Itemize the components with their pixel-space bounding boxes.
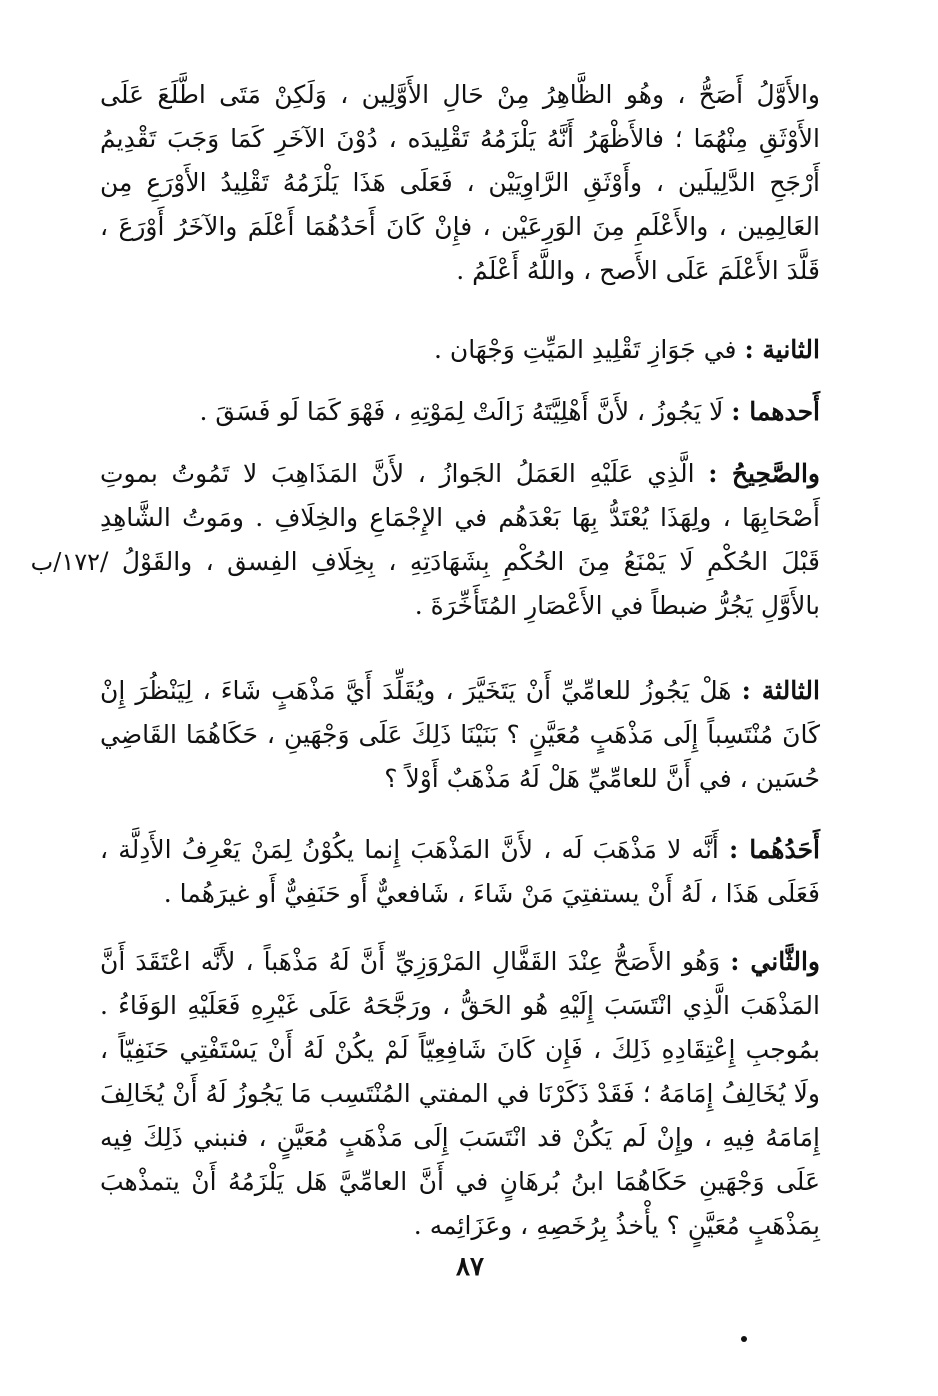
- paragraph-1-text: والأَوَّلُ أَصَحُّ ، وهُو الظَّاهِرُ مِنْ حَالِ الأَوَّلِين ، وَلَكِنْ مَتَى اطَّلَعَ عَلَى الأَوْثَقِ مِنْهُمَا ؛ فالأَظْهَرُ أَنَّهُ يَلْزَمُهُ تَقْلِيدَه ، دُوْنَ الآخَرِ كَمَا وَجَبَ تَقْدِيمُ أَرْجَحِ الدَّلِيلَين ، وأَوْثَقِ الرَّاوِيَيْن ، فَعَلَى هَذَا يَلْزَمُهُ تَقْلِيدُ الأَوْرَعِ مِن العَالِمِين ، والأَعْلَمِ مِنَ الوَرِعَيْن ، فإِنْ كَانَ أَحَدُهُمَا أَعْلَمَ والآخَرُ أَوْرَعَ ، قَلَّدَ الأَعْلَمَ عَلَى الأَصح ، واللَّهُ أَعْلَمُ .: [100, 80, 820, 285]
- folio-margin-note: ١٧٢/ب: [30, 548, 100, 576]
- paragraph-6-text: أَنَّه لا مَذْهَبَ لَه ، لأَنَّ المَذْهَبَ إِنما يكُوْنُ لِمَنْ يَعْرِفُ الأَدِلَّة ، فَعَلَى هَذَا ، لَهُ أَنْ يستفتِيَ مَنْ شَاءَ ، شَافعيٌّ أَو حَنَفِيٌّ أَو غيرَهُما .: [100, 835, 820, 908]
- paragraph-7: [100, 940, 820, 1248]
- paragraph-3: [100, 390, 820, 434]
- paragraph-5-lead: الثالثة :: [741, 676, 820, 705]
- paragraph-6-lead: أَحَدُهُما :: [729, 835, 820, 864]
- stray-dot-mark: [741, 1336, 747, 1342]
- paragraph-2: [100, 328, 820, 372]
- paragraph-2-lead: الثانية :: [744, 335, 820, 364]
- paragraph-2-text: في جَوَازِ تَقْلِيدِ المَيِّتِ وَجْهَان .: [433, 335, 737, 364]
- paragraph-4-lead: والصَّحِيحُ :: [708, 459, 820, 488]
- paragraph-4-text: الَّذِي عَلَيْهِ العَمَلُ الجَوازُ ، لأَنَّ المَذَاهِبَ لا تَمُوتُ بموتِ أَصْحَابِهَا ، ولِهَذَا يُعْتَدُّ بِهَا بَعْدَهُم في الإِجْمَاعِ والخِلَافِ . ومَوتُ الشَّاهِدِ قَبْلَ الحُكْمِ لَا يَمْنَعُ مِنَ الحُكْمِ بِشَهَادَتِهِ ، بِخِلَافِ الفِسق ، والقَوْلُ / بالأَوَّلِ يَجُرُّ ضبطاً في الأَعْصَارِ المُتَأَخِّرَةَ .: [100, 459, 820, 620]
- page-number: ٨٧: [456, 1252, 484, 1282]
- paragraph-7-text: وَهُو الأَصَحُّ عِنْدَ القَفَّالِ المَرْوَزِيِّ أَنَّ لَهُ مَذْهَباً ، لأَنَّه اعْتَقَدَ أَنَّ المَذْهَبَ الَّذِي انْتَسَبَ إِلَيْهِ هُو الحَقُّ ، ورَجَّحَهُ عَلَى غَيْرِهِ فَعَلَيْهِ الوَفَاءُ . بمُوجبِ إِعْتِقَادِهِ ذَلِكَ ، فَإِن كَانَ شَافِعِيّاً لَمْ يكُنْ لَهُ أَنْ يَسْتَفْتِي حَنَفِيّاً ، ولَا يُخَالِفُ إِمَامَهُ ؛ فَقَدْ ذَكَرْنَا في المفتي المُنْتَسِب مَا يَجُوزُ لَهُ أَنْ يُخَالِفَ إِمَامَهُ فِيهِ ، وإِنْ لَم يَكُنْ قد انْتَسَبَ إِلَى مَذْهَبٍ مُعَيَّنٍ ، فنبني ذَلِكَ فِيه عَلَى وَجْهَينِ حَكَاهُمَا ابنُ بُرهَانٍ في أَنَّ العامِّيَّ هَل يَلْزَمُهُ أَنْ يتمذْهبَ بِمَذْهَبٍ مُعَيَّنٍ ؟ يأْخذُ بِرُخَصِهِ ، وعَزَائِمه .: [100, 947, 820, 1240]
- paragraph-3-text: لَا يَجُوزُ ، لأَنَّ أَهْلِيَّتَهُ زَالَتْ لِمَوْتِهِ ، فَهْوَ كَمَا لَو فَسَقَ .: [199, 397, 724, 426]
- paragraph-4: [100, 452, 820, 628]
- paragraph-3-lead: أَحدهما :: [731, 397, 820, 426]
- paragraph-6: [100, 828, 820, 916]
- paragraph-5: [100, 669, 820, 801]
- paragraph-7-lead: والثَّاني :: [730, 947, 820, 976]
- paragraph-1: [100, 73, 820, 293]
- paragraph-5-text: هَلْ يَجُوزُ للعامِّيِّ أَنْ يَتَخَيَّرَ ، ويُقَلِّدَ أَيَّ مَذْهَبٍ شَاءَ ، لِيَنْظُرَ إِنْ كَانَ مُنْتَسِباً إِلَى مَذْهَبٍ مُعَيَّنٍ ؟ بَنَيْنَا ذَلِكَ عَلَى وَجْهَينِ ، حَكَاهُمَا القَاضِي حُسَين ، في أَنَّ للعامِّيِّ هَلْ لَهُ مَذْهَبٌ أَوْلاً ؟: [100, 676, 820, 793]
